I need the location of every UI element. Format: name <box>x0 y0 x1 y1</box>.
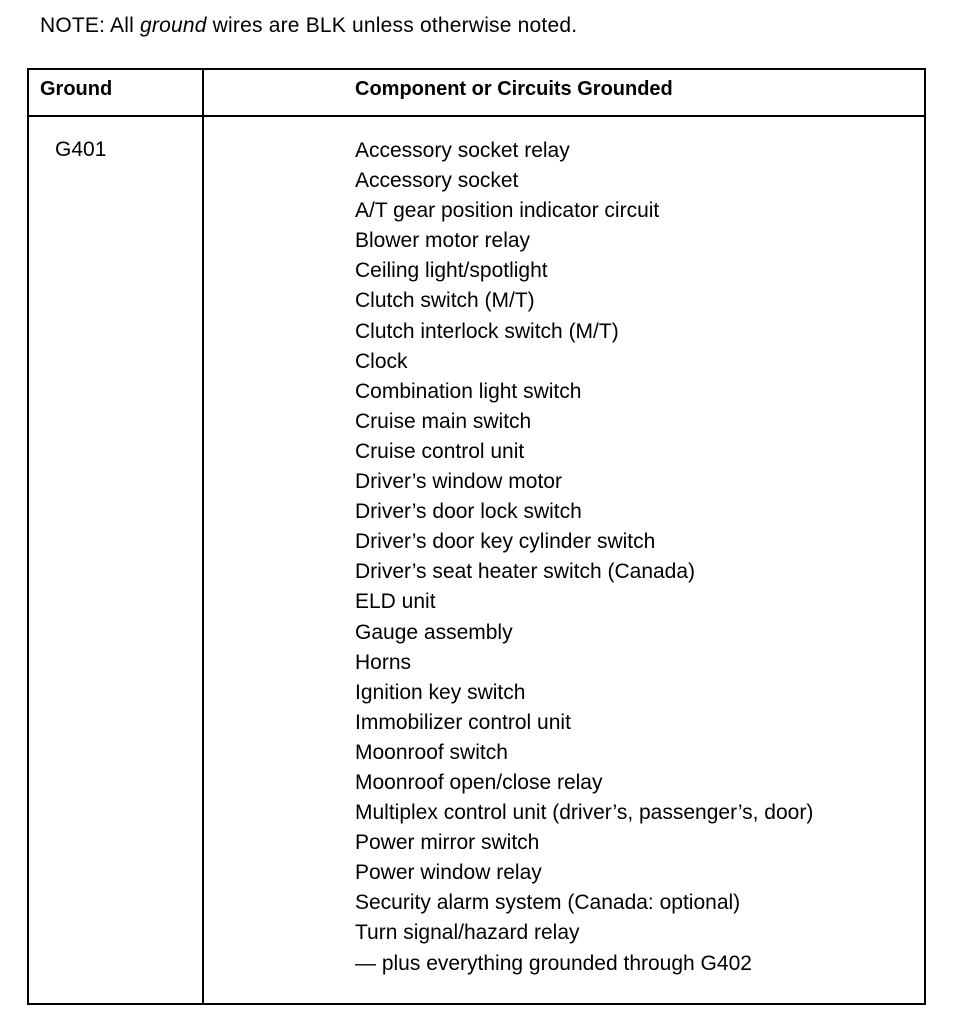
component-item: Clutch switch (M/T) <box>355 289 535 313</box>
component-item: Power window relay <box>355 861 542 885</box>
note-prefix: NOTE: All <box>40 14 134 37</box>
component-item: Immobilizer control unit <box>355 710 571 734</box>
component-item: Cruise control unit <box>355 439 525 463</box>
component-item: Moonroof switch <box>355 740 508 764</box>
header-divider <box>29 115 924 117</box>
component-item: Blower motor relay <box>355 229 531 253</box>
header-components: Component or Circuits Grounded <box>355 78 673 100</box>
component-item: Cruise main switch <box>355 409 532 433</box>
component-item: Driver’s door lock switch <box>355 500 582 524</box>
component-item: Ceiling light/spotlight <box>355 259 548 283</box>
component-item: Power mirror switch <box>355 831 540 855</box>
column-divider <box>202 70 204 1003</box>
ground-id: G401 <box>55 138 107 161</box>
component-item: Accessory socket <box>355 169 519 193</box>
ground-table <box>27 68 926 1005</box>
component-item: Security alarm system (Canada: optional) <box>355 891 741 915</box>
note-text <box>40 14 577 38</box>
component-item: Moonroof open/close relay <box>355 770 603 794</box>
component-item: Gauge assembly <box>355 620 513 644</box>
note-suffix: wires are BLK unless otherwise noted. <box>212 14 578 37</box>
component-item: Horns <box>355 650 412 674</box>
component-item: A/T gear position indicator circuit <box>355 199 660 223</box>
component-item: — plus everything grounded through G402 <box>355 951 752 975</box>
component-list <box>355 136 813 979</box>
component-item: Driver’s window motor <box>355 470 562 494</box>
note-italic-word: ground <box>140 14 207 37</box>
component-item: Turn signal/hazard relay <box>355 921 580 945</box>
component-item: Combination light switch <box>355 379 582 403</box>
component-item: Driver’s door key cylinder switch <box>355 530 656 554</box>
component-item: ELD unit <box>355 590 436 614</box>
component-item: Ignition key switch <box>355 680 526 704</box>
component-item: Multiplex control unit (driver’s, passenger’s, door) <box>355 801 814 825</box>
component-item: Clutch interlock switch (M/T) <box>355 319 619 343</box>
header-ground: Ground <box>40 78 113 100</box>
component-item: Driver’s seat heater switch (Canada) <box>355 560 696 584</box>
component-item: Accessory socket relay <box>355 139 570 162</box>
component-item: Clock <box>355 349 408 373</box>
